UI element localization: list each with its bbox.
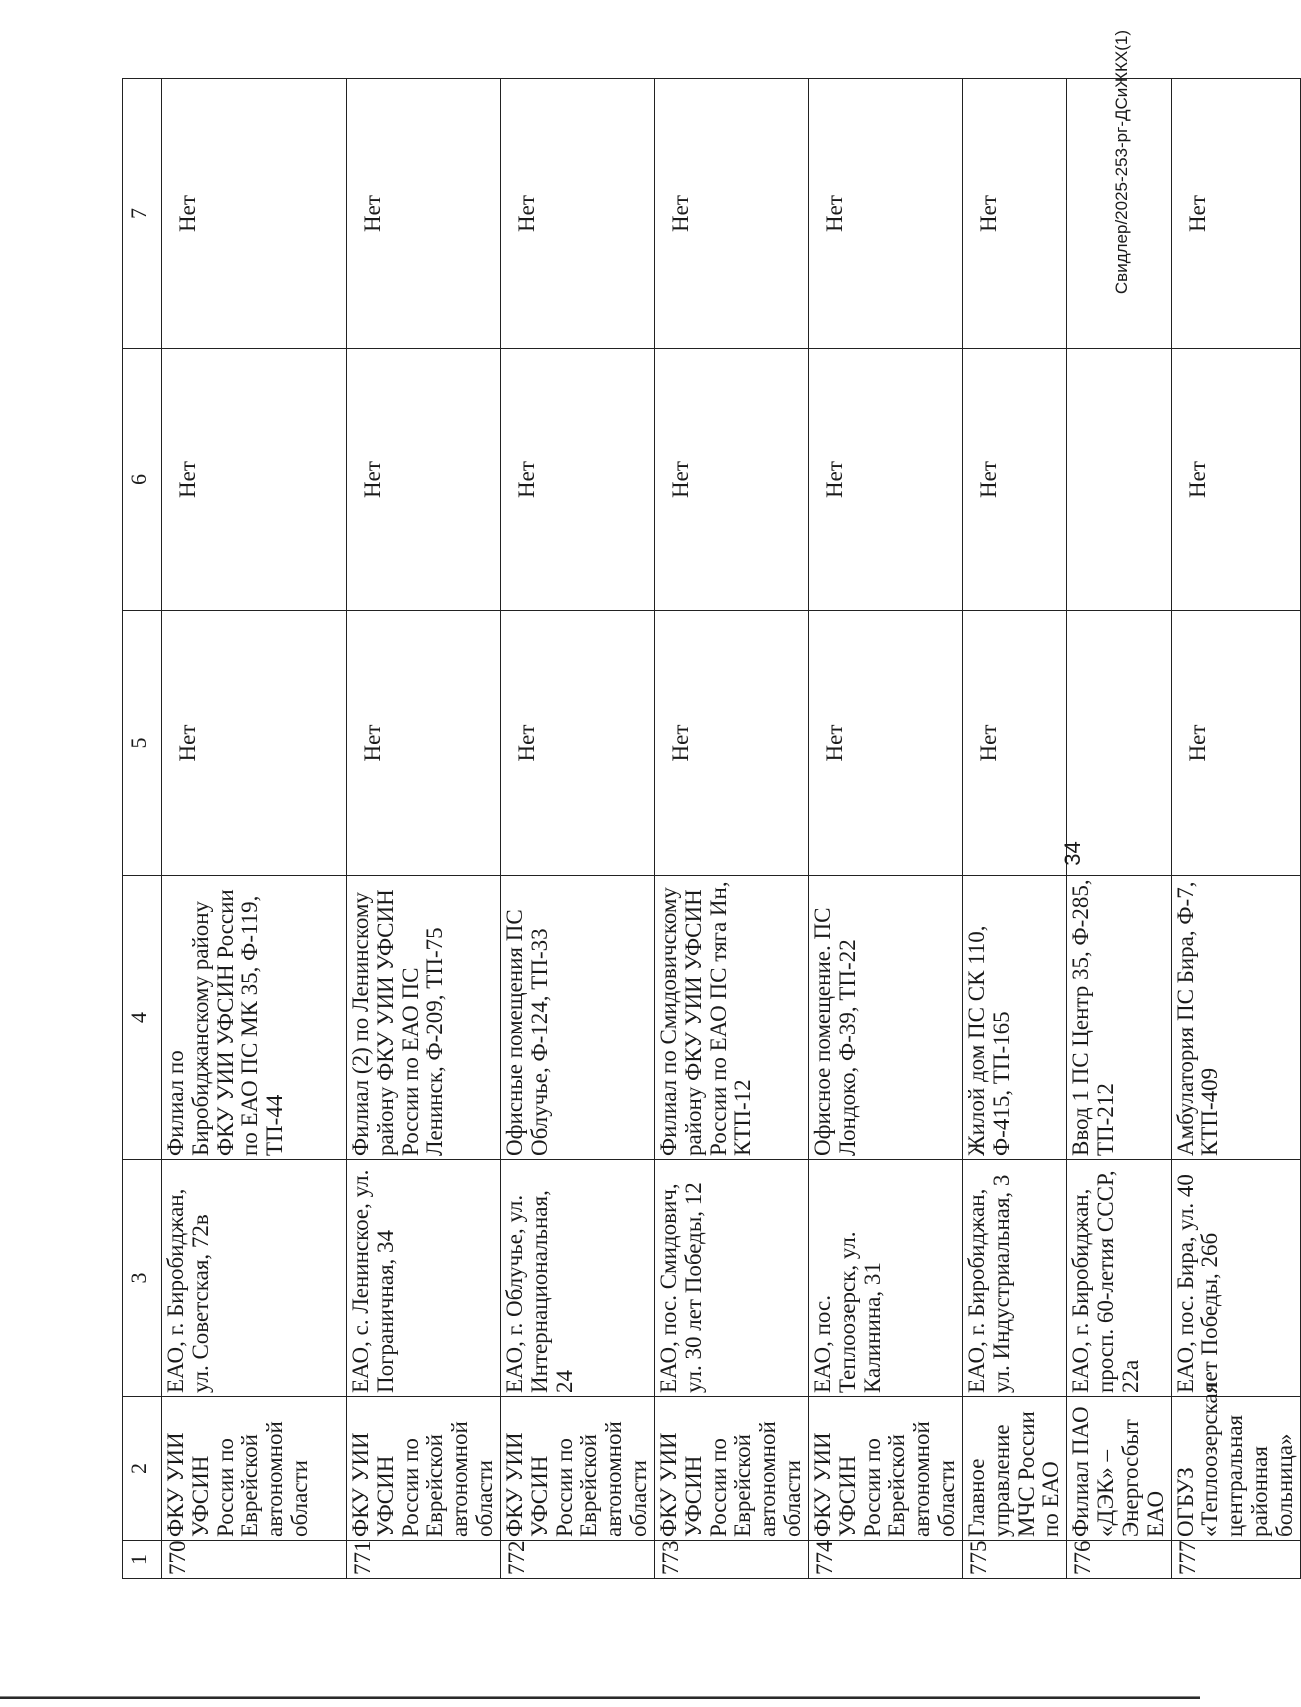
column-6-cell: Нет	[347, 349, 501, 611]
column-5-cell: Нет	[1171, 611, 1300, 876]
column-6-cell: Нет	[654, 349, 808, 611]
header-col-7: 7	[123, 79, 162, 349]
object-cell: Филиал по Биробиджанскому району ФКУ УИИ УФСИН России по ЕАО ПС МК 35, Ф-119, ТП-44	[162, 876, 347, 1160]
row-number: 774	[808, 1541, 962, 1579]
organization-cell: ФКУ УИИ УФСИН России по Еврейской автономной области	[654, 1397, 808, 1541]
column-5-cell: Нет	[654, 611, 808, 876]
address-cell: ЕАО, г. Биробиджан, ул. Советская, 72в	[162, 1160, 347, 1397]
column-6-cell: Нет	[500, 349, 654, 611]
object-cell: Жилой дом ПС СК 110, Ф-415, ТП-165	[962, 876, 1066, 1160]
table-row	[1171, 79, 1300, 1579]
row-number: 776	[1067, 1541, 1171, 1579]
page-number: 34	[1060, 841, 1085, 866]
column-6-cell: Нет	[962, 349, 1066, 611]
address-cell: ЕАО, г. Облучье, ул. Интернациональная, 24	[500, 1160, 654, 1397]
column-7-cell: Нет	[1171, 79, 1300, 349]
object-cell: Филиал (2) по Ленинскому району ФКУ УИИ УФСИН России по ЕАО ПС Ленинск, Ф-209, ТП-75	[347, 876, 501, 1160]
column-5-cell: Нет	[347, 611, 501, 876]
registry-table	[122, 78, 1301, 1579]
header-col-2: 2	[123, 1397, 162, 1541]
address-cell: ЕАО, пос. Бира, ул. 40 лет Победы, 26б	[1171, 1160, 1300, 1397]
row-number: 775	[962, 1541, 1066, 1579]
row-number: 772	[500, 1541, 654, 1579]
column-7-cell: Нет	[500, 79, 654, 349]
address-cell: ЕАО, пос. Смидович, ул. 30 лет Победы, 12	[654, 1160, 808, 1397]
column-7-cell: Нет	[808, 79, 962, 349]
column-6-cell: Нет	[808, 349, 962, 611]
object-cell: Амбулатория ПС Бира, Ф-7, КТП-409	[1171, 876, 1300, 1160]
column-5-cell: Нет	[962, 611, 1066, 876]
table-row	[962, 79, 1066, 1579]
column-7-cell: Нет	[962, 79, 1066, 349]
table-row	[654, 79, 808, 1579]
table-row	[808, 79, 962, 1579]
column-7-cell: Нет	[347, 79, 501, 349]
address-cell: ЕАО, пос. Теплоозерск, ул. Калинина, 31	[808, 1160, 962, 1397]
table-row	[500, 79, 654, 1579]
table-row	[347, 79, 501, 1579]
row-number: 771	[347, 1541, 501, 1579]
column-5-cell: Нет	[162, 611, 347, 876]
header-col-6: 6	[123, 349, 162, 611]
header-col-4: 4	[123, 876, 162, 1160]
object-cell: Офисные помещения ПС Облучье, Ф-124, ТП-33	[500, 876, 654, 1160]
object-cell: Ввод 1 ПС Центр 35, Ф-285, ТП-212	[1067, 876, 1171, 1160]
column-6-cell: Нет	[162, 349, 347, 611]
header-col-3: 3	[123, 1160, 162, 1397]
document-id-footer: Свидлер/2025-253-рг-ДСиЖКХ(1)	[1112, 30, 1131, 295]
organization-cell: ФКУ УИИ УФСИН России по Еврейской автономной области	[162, 1397, 347, 1541]
address-cell: ЕАО, г. Биробиджан, просп. 60-летия СССР, 22а	[1067, 1160, 1171, 1397]
object-cell: Офисное помещение. ПС Лондоко, Ф-39, ТП-22	[808, 876, 962, 1160]
row-number: 770	[162, 1541, 347, 1579]
column-5-cell: Нет	[808, 611, 962, 876]
header-col-5: 5	[123, 611, 162, 876]
scan-edge-line	[0, 1696, 1200, 1697]
organization-cell: ОГБУЗ «Теплоозерская центральная районная больница»	[1171, 1397, 1300, 1541]
column-5-cell: Нет	[500, 611, 654, 876]
organization-cell: ФКУ УИИ УФСИН России по Еврейской автономной области	[347, 1397, 501, 1541]
row-number: 777	[1171, 1541, 1300, 1579]
column-7-cell: Нет	[162, 79, 347, 349]
row-number: 773	[654, 1541, 808, 1579]
organization-cell: ФКУ УИИ УФСИН России по Еврейской автономной области	[808, 1397, 962, 1541]
header-row	[123, 79, 162, 1579]
organization-cell: Филиал ПАО «ДЭК» – Энергосбыт ЕАО	[1067, 1397, 1171, 1541]
header-col-1: 1	[123, 1541, 162, 1579]
column-7-cell: Нет	[654, 79, 808, 349]
column-6-cell: Нет	[1171, 349, 1300, 611]
organization-cell: Главное управление МЧС России по ЕАО	[962, 1397, 1066, 1541]
address-cell: ЕАО, г. Биробиджан, ул. Индустриальная, 3	[962, 1160, 1066, 1397]
organization-cell: ФКУ УИИ УФСИН России по Еврейской автономной области	[500, 1397, 654, 1541]
table-row	[162, 79, 347, 1579]
object-cell: Филиал по Смидовичскому району ФКУ УИИ УФСИН России по ЕАО ПС тяга Ин, КТП-12	[654, 876, 808, 1160]
address-cell: ЕАО, с. Ленинское, ул. Пограничная, 34	[347, 1160, 501, 1397]
